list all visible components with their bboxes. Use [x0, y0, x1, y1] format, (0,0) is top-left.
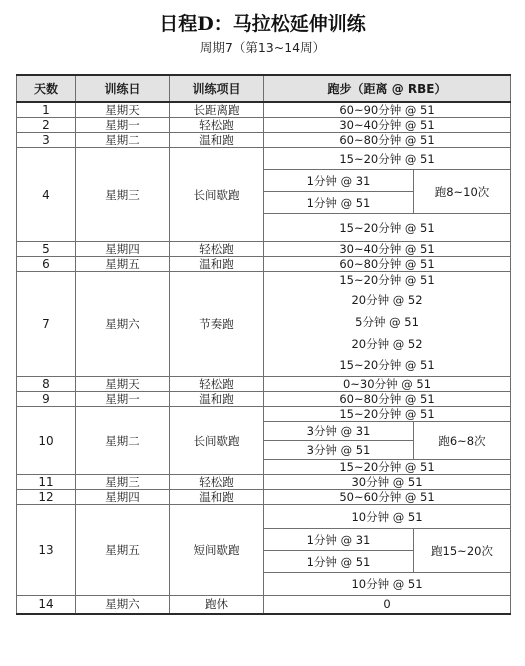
run-cell: 30~40分钟 @ 51 [264, 118, 511, 133]
interval-cell: 1分钟 @ 31 [264, 170, 414, 192]
interval-cell: 3分钟 @ 51 [264, 441, 414, 460]
table-row [17, 377, 511, 392]
weekday-cell: 星期一 [76, 392, 170, 407]
workout-cell: 轻松跑 [170, 377, 264, 392]
table-row [17, 148, 511, 170]
workout-cell: 长间歇跑 [170, 407, 264, 475]
run-cell: 0~30分钟 @ 51 [264, 377, 511, 392]
table-row [17, 272, 511, 289]
day-num: 8 [17, 377, 76, 392]
weekday-cell: 星期四 [76, 242, 170, 257]
day-num: 6 [17, 257, 76, 272]
repeat-cell: 跑8~10次 [414, 170, 511, 214]
page-title: 日程D：马拉松延伸训练 [159, 13, 366, 35]
workout-cell: 温和跑 [170, 490, 264, 505]
training-schedule-table [16, 74, 511, 615]
header-weekday: 训练日 [76, 75, 170, 102]
run-cell: 60~80分钟 @ 51 [264, 392, 511, 407]
table-row [17, 133, 511, 148]
workout-cell: 温和跑 [170, 257, 264, 272]
run-cell: 15~20分钟 @ 51 [264, 407, 511, 422]
run-cell: 5分钟 @ 51 [264, 311, 511, 333]
weekday-cell: 星期天 [76, 102, 170, 118]
workout-cell: 温和跑 [170, 133, 264, 148]
run-cell: 60~90分钟 @ 51 [264, 102, 511, 118]
run-cell: 10分钟 @ 51 [264, 505, 511, 529]
weekday-cell: 星期三 [76, 148, 170, 242]
interval-cell: 3分钟 @ 31 [264, 422, 414, 441]
table-row [17, 596, 511, 614]
weekday-cell: 星期五 [76, 505, 170, 596]
run-cell: 10分钟 @ 51 [264, 573, 511, 596]
day-num: 4 [17, 148, 76, 242]
repeat-cell: 跑6~8次 [414, 422, 511, 460]
day-num: 14 [17, 596, 76, 614]
header-workout: 训练项目 [170, 75, 264, 102]
interval-cell: 1分钟 @ 31 [264, 529, 414, 551]
run-cell: 0 [264, 596, 511, 614]
table-row [17, 242, 511, 257]
table-row [17, 505, 511, 529]
page-subtitle: 周期7（第13~14周） [199, 40, 326, 55]
run-cell: 15~20分钟 @ 51 [264, 460, 511, 475]
workout-cell: 轻松跑 [170, 242, 264, 257]
workout-cell: 长间歇跑 [170, 148, 264, 242]
run-cell: 50~60分钟 @ 51 [264, 490, 511, 505]
day-num: 10 [17, 407, 76, 475]
day-num: 5 [17, 242, 76, 257]
run-cell: 60~80分钟 @ 51 [264, 257, 511, 272]
table-row [17, 475, 511, 490]
workout-cell: 跑休 [170, 596, 264, 614]
workout-cell: 轻松跑 [170, 118, 264, 133]
weekday-cell: 星期二 [76, 133, 170, 148]
table-row [17, 102, 511, 118]
run-cell: 20分钟 @ 52 [264, 289, 511, 311]
day-num: 1 [17, 102, 76, 118]
table-row [17, 407, 511, 422]
run-cell: 15~20分钟 @ 51 [264, 355, 511, 377]
weekday-cell: 星期一 [76, 118, 170, 133]
weekday-cell: 星期六 [76, 596, 170, 614]
header-day-num: 天数 [17, 75, 76, 102]
interval-cell: 1分钟 @ 51 [264, 192, 414, 214]
table-header-row [17, 75, 511, 102]
weekday-cell: 星期二 [76, 407, 170, 475]
table-row [17, 490, 511, 505]
weekday-cell: 星期五 [76, 257, 170, 272]
header-run: 跑步（距离 @ RBE） [264, 75, 511, 102]
weekday-cell: 星期三 [76, 475, 170, 490]
table-row [17, 392, 511, 407]
run-cell: 15~20分钟 @ 51 [264, 214, 511, 242]
table-row [17, 118, 511, 133]
interval-cell: 1分钟 @ 51 [264, 551, 414, 573]
day-num: 13 [17, 505, 76, 596]
workout-cell: 轻松跑 [170, 475, 264, 490]
workout-cell: 短间歇跑 [170, 505, 264, 596]
day-num: 12 [17, 490, 76, 505]
day-num: 2 [17, 118, 76, 133]
table-row [17, 257, 511, 272]
repeat-cell: 跑15~20次 [414, 529, 511, 573]
workout-cell: 温和跑 [170, 392, 264, 407]
day-num: 11 [17, 475, 76, 490]
day-num: 3 [17, 133, 76, 148]
run-cell: 30~40分钟 @ 51 [264, 242, 511, 257]
workout-cell: 节奏跑 [170, 272, 264, 377]
day-num: 9 [17, 392, 76, 407]
day-num: 7 [17, 272, 76, 377]
weekday-cell: 星期六 [76, 272, 170, 377]
run-cell: 60~80分钟 @ 51 [264, 133, 511, 148]
run-cell: 20分钟 @ 52 [264, 333, 511, 355]
run-cell: 15~20分钟 @ 51 [264, 148, 511, 170]
workout-cell: 长距离跑 [170, 102, 264, 118]
weekday-cell: 星期四 [76, 490, 170, 505]
run-cell: 15~20分钟 @ 51 [264, 272, 511, 289]
weekday-cell: 星期天 [76, 377, 170, 392]
run-cell: 30分钟 @ 51 [264, 475, 511, 490]
